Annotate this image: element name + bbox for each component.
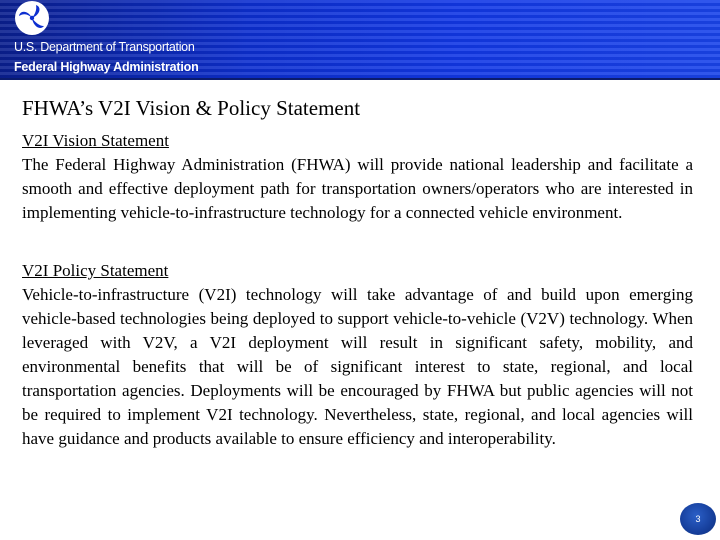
slide-title: FHWA’s V2I Vision & Policy Statement xyxy=(22,96,361,120)
agency-name: Federal Highway Administration xyxy=(14,60,199,74)
dot-triskelion-logo-icon xyxy=(14,0,50,36)
banner-divider xyxy=(0,78,720,80)
header-banner xyxy=(0,0,720,78)
policy-body: Vehicle-to-infrastructure (V2I) technology will take advantage of and build upon emerging vehicle-based technologies being deployed to support vehicle-to-vehicle (V2V) technology. When leveraged with V2V, a V2I deployment will result in significant safety, mobility, and environmental benefits that will be of significant interest to state, regional, and local transportation agencies. Deployments will be encouraged by FHWA but public agencies will not be required to implement V2I technology. Nevertheless, state, regional, and local agencies will have guidance and products available to ensure efficiency and interoperability. xyxy=(22,285,693,448)
policy-heading: V2I Policy Statement xyxy=(22,261,169,280)
slide-content xyxy=(22,129,693,451)
section-spacer xyxy=(22,225,693,259)
department-name: U.S. Department of Transportation xyxy=(14,40,195,54)
page-number-badge: 3 xyxy=(680,503,716,535)
vision-body: The Federal Highway Administration (FHWA) will provide national leadership and facilitate a smooth and effective deployment path for transportation owners/operators who are interested in implementing vehicle-to-infrastructure technology for a connected vehicle environment. xyxy=(22,155,693,222)
vision-heading: V2I Vision Statement xyxy=(22,131,169,150)
